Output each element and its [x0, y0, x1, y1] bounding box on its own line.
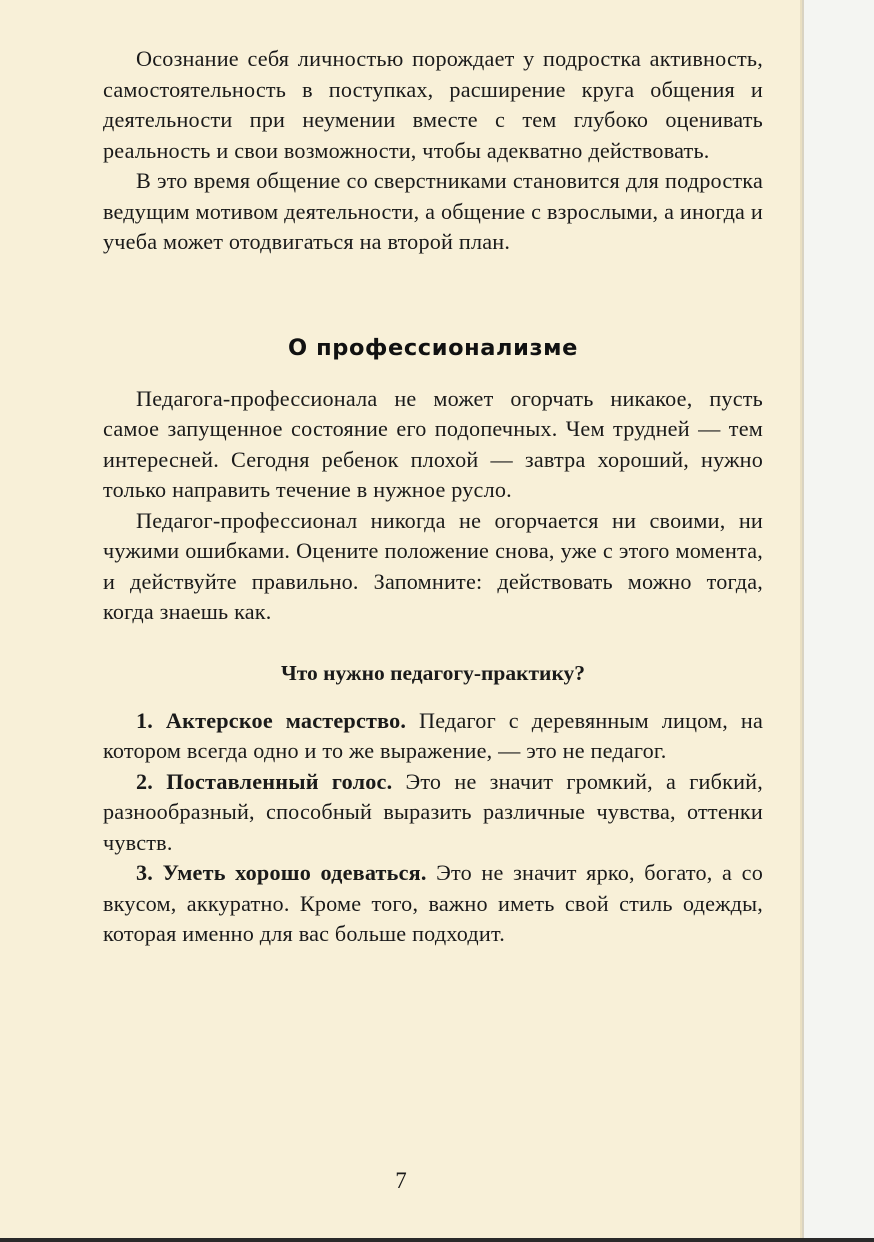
list-item-text: Это не значит ярко, богато, а со вкусом, аккуратно. Кроме того, важно иметь свой стиль одежды, которая именно для вас больше подходит. — [103, 860, 763, 946]
list-item-lead: 3. Уметь хорошо одеваться. — [136, 860, 427, 885]
paragraph: Педагога-профессионала не может огорчать никакое, пусть самое запущенное состояние его подопечных. Чем трудней — тем интересней. Сегодня ребенок плохой — завтра хороший, нужно только направить течение в нужное русло. — [103, 385, 763, 502]
subheading: Что нужно педагогу-практику? — [280, 660, 586, 685]
list-item-lead: 1. Актерское мастерство. — [136, 707, 407, 733]
list-item-lead: 2. Поставленный голос. — [136, 768, 393, 794]
paragraph: Осознание себя личностью порождает у подростка активность, самостоятельность в поступках, расширение круга общения и деятельности при неумении вместе с тем глубоко оценивать реальность и свои возможности, чтобы адекватно действовать. — [103, 46, 763, 163]
list-item — [103, 706, 763, 767]
bottom-border — [0, 1238, 874, 1242]
scan-margin — [802, 0, 874, 1242]
list-item-text: Это не значит громкий, а гибкий, разнообразный, способный выразить различные чувства, оттенки чувств. — [103, 768, 763, 855]
page-number: 7 — [395, 1168, 407, 1193]
list-item — [103, 858, 763, 950]
paragraph: Педагог-профессионал никогда не огорчается ни своими, ни чужими ошибками. Оцените положение снова, уже с этого момента, и действуйте правильно. Запомните: действовать можно тогда, когда знаешь как. — [103, 507, 763, 624]
page-edge — [802, 0, 804, 1242]
page-text — [103, 44, 763, 950]
list-item-text: Педагог с деревянным лицом, на котором всегда одно и то же выражение, — это не педагог. — [103, 707, 763, 763]
list-item — [103, 767, 763, 859]
section-title: О профессионализме — [287, 334, 579, 361]
paragraph: В это время общение со сверстниками становится для подростка ведущим мотивом деятельности, а общение с взрослыми, а иногда и учеба может отодвигаться на второй план. — [103, 168, 763, 254]
